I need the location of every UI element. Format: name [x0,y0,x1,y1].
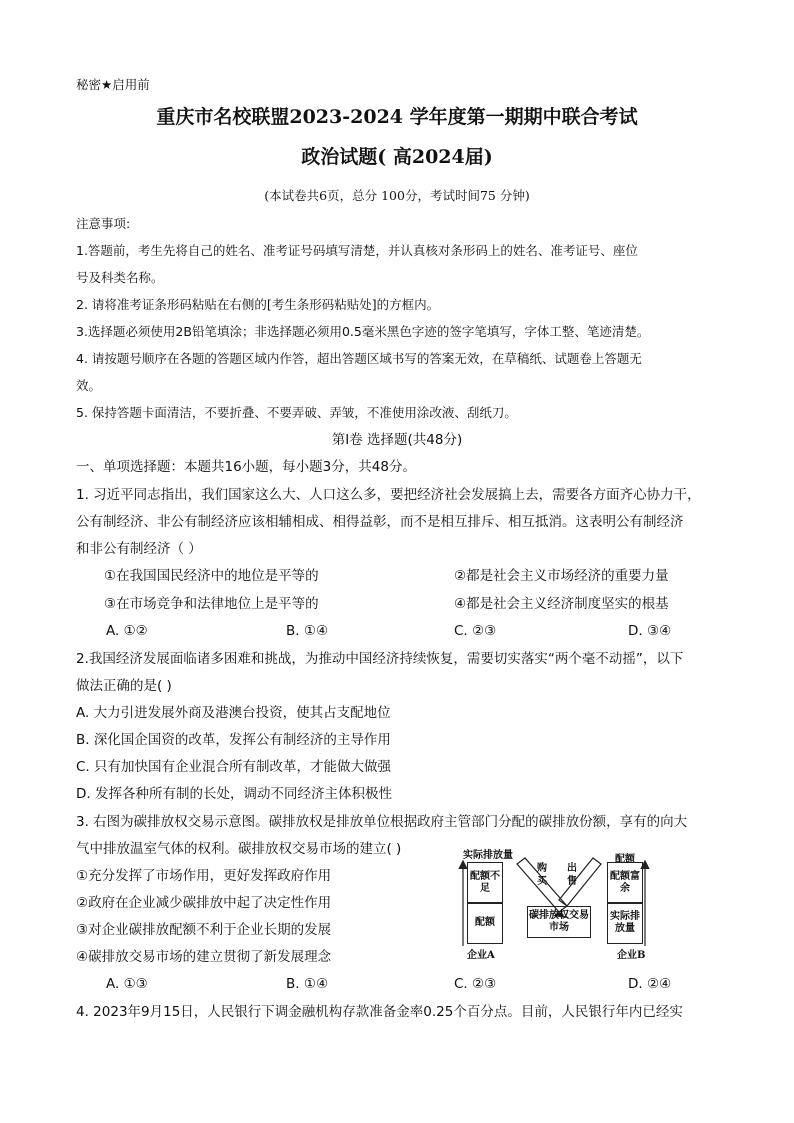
q3-item: ①充分发挥了市场作用，更好发挥政府作用 [76,868,332,884]
trading-market-box: 碳排放权交易市场 [527,906,591,938]
quota-box-a: 配额 [467,902,503,944]
company-b-label: 企业B [617,950,646,961]
q2-stem: 2.我国经济发展面临诸多困难和挑战，为推动中国经济持续恢复，需要切实落实“两个毫不动摇”，以下 [76,651,684,667]
q3-option-c[interactable]: C. ②③ [454,976,497,992]
carbon-trading-diagram [455,846,655,961]
q1-option-d[interactable]: D. ③④ [628,623,672,639]
notice-line: 2. 请将准考证条形码粘贴在右侧的[考生条形码粘贴处]的方框内。 [76,297,440,312]
company-a-label: 企业A [467,950,495,961]
q4-stem: 4. 2023年9月15日，人民银行下调金融机构存款准备金率0.25个百分点。目前，人民银行年内已经实 [76,1004,683,1020]
notice-line: 4. 请按题号顺序在各题的答题区域内作答，超出答题区域书写的答案无效，在草稿纸、试题卷上答题无 [76,351,642,366]
q3-stem: 气中排放温室气体的权利。碳排放权交易市场的建立( ) [76,841,402,857]
section-subtitle: 一、单项选择题：本题共16小题，每小题3分，共48分。 [76,459,416,475]
q3-item: ④碳排放交易市场的建立贯彻了新发展理念 [76,949,332,965]
exam-info: (本试卷共6页，总分 100分，考试时间75 分钟) [264,188,530,203]
q1-item: ③在市场竞争和法律地位上是平等的 [104,596,319,612]
q2-choice-b[interactable]: B. 深化国企国资的改革，发挥公有制经济的主导作用 [76,732,391,748]
quota-shortage-box: 配额不足 [467,862,503,904]
q1-stem: 1. 习近平同志指出，我们国家这么大、人口这么多，要把经济社会发展搞上去，需要各方面齐心协力干， [76,487,701,503]
notice-line: 5. 保持答题卡面清洁，不要折叠、不要弄破、弄皱，不准使用涂改液、刮纸刀。 [76,405,517,420]
q3-item: ③对企业碳排放配额不利于企业长期的发展 [76,922,332,938]
q3-option-a[interactable]: A. ①③ [106,976,148,992]
q3-option-b[interactable]: B. ①④ [286,976,329,992]
q1-option-a[interactable]: A. ①② [106,623,148,639]
quota-surplus-box: 配额富余 [607,862,643,904]
sell-label: 出售 [567,863,577,887]
actual-emission-label-left: 实际排放量 [463,850,513,861]
q2-choice-a[interactable]: A. 大力引进发展外商及港澳台投资，使其占支配地位 [76,705,391,721]
q1-stem: 公有制经济、非公有制经济应该相辅相成、相得益彰，而不是相互排斥、相互抵消。这表明公有制经济 [76,514,684,530]
notice-line: 号及科类名称。 [76,270,164,285]
actual-emission-box-b: 实际排放量 [607,902,643,944]
exam-subtitle: 政治试题( 高2024届) [301,146,493,168]
q1-item: ①在我国国民经济中的地位是平等的 [104,568,319,584]
q1-option-c[interactable]: C. ②③ [454,623,497,639]
q2-stem: 做法正确的是( ) [76,678,172,694]
q1-item: ②都是社会主义市场经济的重要力量 [454,568,669,584]
quota-label-right: 配额 [615,854,635,865]
section-title: 第Ⅰ卷 选择题(共48分) [331,432,463,448]
notice-line: 1.答题前，考生先将自己的姓名、准考证号码填写清楚，并认真核对条形码上的姓名、准考证号、座位 [76,243,638,258]
q1-stem: 和非公有制经济（ ） [76,541,202,557]
buy-label: 购买 [537,863,547,887]
notice-line: 3.选择题必须使用2B铅笔填涂；非选择题必须用0.5毫米黑色字迹的签字笔填写，字体工整、笔迹清楚。 [76,324,650,339]
exam-title: 重庆市名校联盟2023-2024 学年度第一期期中联合考试 [156,106,638,128]
q2-choice-d[interactable]: D. 发挥各种所有制的长处，调动不同经济主体积极性 [76,786,392,802]
q2-choice-c[interactable]: C. 只有加快国有企业混合所有制改革，才能做大做强 [76,759,392,775]
q1-item: ④都是社会主义经济制度坚实的根基 [454,596,669,612]
q3-option-d[interactable]: D. ②④ [628,976,672,992]
q3-item: ②政府在企业减少碳排放中起了决定性作用 [76,895,332,911]
q1-option-b[interactable]: B. ①④ [286,623,329,639]
confidential-label: 秘密★启用前 [76,77,150,92]
notice-line: 效。 [76,378,102,393]
notice-heading: 注意事项: [76,216,131,231]
q3-stem: 3. 右图为碳排放权交易示意图。碳排放权是排放单位根据政府主管部门分配的碳排放份额，享有的向大 [76,814,688,830]
